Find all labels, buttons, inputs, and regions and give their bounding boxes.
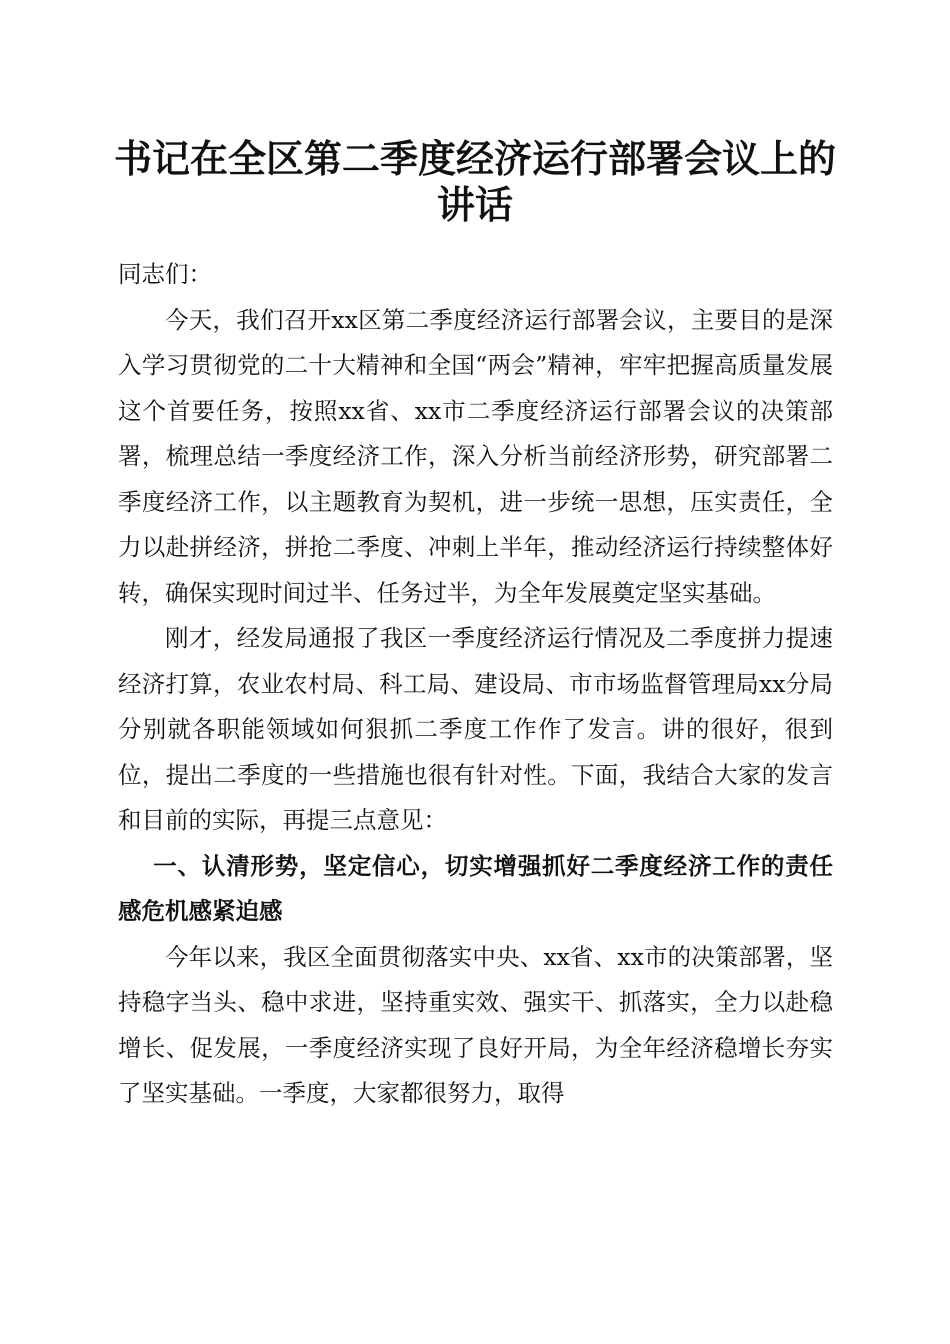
paragraph-opening: 今天，我们召开xx区第二季度经济运行部署会议，主要目的是深入学习贯彻党的二十大精神和全国“两会”精神，牢牢把握高质量发展这个首要任务，按照xx省、xx市二季度经济运行部署会议的决策部署，梳理总结一季度经济工作，深入分析当前经济形势，研究部署二季度经济工作，以主题教育为契机，进一步统一思想，压实责任，全力以赴拼经济，拼抢二季度、冲刺上半年，推动经济运行持续整体好转，确保实现时间过半、任务过半，为全年发展奠定坚实基础。 xyxy=(118,305,833,607)
document-title: 书记在全区第二季度经济运行部署会议上的讲话 xyxy=(113,136,836,227)
document-body xyxy=(118,252,833,1117)
salutation: 同志们： xyxy=(118,260,212,288)
section-heading: 一、认清形势，坚定信心，切实增强抓好二季度经济工作的责任感危机感紧迫感 xyxy=(118,851,833,925)
paragraph-review: 刚才，经发局通报了我区一季度经济运行情况及二季度拼力提速经济打算，农业农村局、科工局、建设局、市市场监督管理局xx分局分别就各职能领域如何狠抓二季度工作作了发言。讲的很好，很到位，提出二季度的一些措施也很有针对性。下面，我结合大家的发言和目前的实际，再提三点意见： xyxy=(118,624,833,834)
paragraph-section-1: 今年以来，我区全面贯彻落实中央、xx省、xx市的决策部署，坚持稳字当头、稳中求进，坚持重实效、强实干、抓落实，全力以赴稳增长、促发展，一季度经济实现了良好开局，为全年经济稳增长夯实了坚实基础。一季度，大家都很努力，取得 xyxy=(118,942,833,1107)
